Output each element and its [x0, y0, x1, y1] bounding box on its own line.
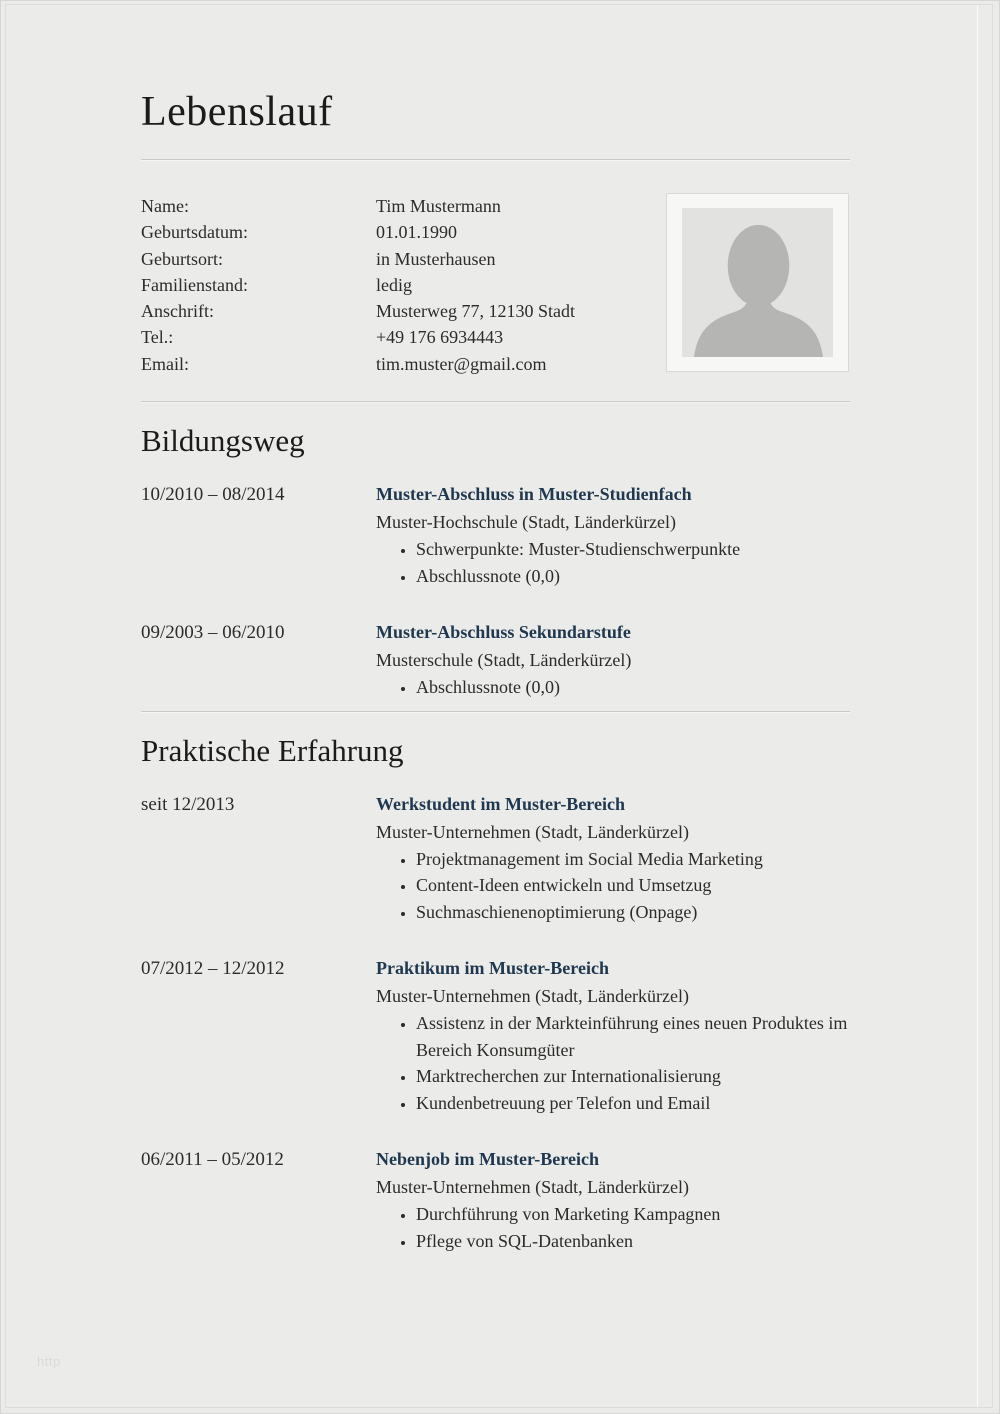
experience-entry: [141, 955, 850, 1116]
bullet-item: • Projektmanagement im Social Media Marketing: [416, 846, 850, 873]
section-education: [141, 422, 850, 701]
entry-subtitle: Muster-Hochschule (Stadt, Länderkürzel): [376, 512, 677, 533]
experience-entry: [141, 791, 850, 926]
personal-value-marital-status: ledig: [376, 274, 412, 295]
section-heading-experience: Praktische Erfahrung: [141, 732, 404, 768]
bullet-item: • Durchführung von Marketing Kampagnen: [416, 1201, 850, 1228]
education-entry: [141, 481, 850, 589]
bullet-item: • Schwerpunkte: Muster-Studienschwerpunkte: [416, 536, 850, 563]
personal-label: Geburtsdatum:: [141, 222, 248, 243]
bullet-item: • Marktrecherchen zur Internationalisierung: [416, 1063, 850, 1090]
entry-title: Werkstudent im Muster-Bereich: [376, 793, 625, 814]
personal-value-birthplace: in Musterhausen: [376, 248, 496, 269]
bullet-item: • Abschlussnote (0,0): [416, 563, 850, 590]
bullet-item: • Abschlussnote (0,0): [416, 674, 850, 701]
photo-placeholder: [666, 193, 849, 372]
education-entry: [141, 619, 850, 701]
personal-value-name: Tim Mustermann: [376, 196, 501, 216]
entry-date: 06/2011 – 05/2012: [141, 1149, 284, 1171]
bullet-item: • Kundenbetreuung per Telefon und Email: [416, 1090, 850, 1117]
entry-bullets: [376, 536, 850, 589]
personal-value-email: tim.muster@gmail.com: [376, 353, 547, 374]
entry-subtitle: Muster-Unternehmen (Stadt, Länderkürzel): [376, 1177, 690, 1198]
entry-bullets: [376, 1010, 850, 1116]
entry-bullets: [376, 846, 850, 926]
personal-label: Email:: [141, 353, 189, 374]
person-silhouette-icon: [682, 208, 833, 357]
entry-date: 07/2012 – 12/2012: [141, 958, 285, 980]
section-divider: [141, 711, 850, 713]
personal-label: Geburtsort:: [141, 248, 223, 269]
personal-value-phone: +49 176 6934443: [376, 327, 504, 348]
entry-title: Muster-Abschluss Sekundarstufe: [376, 622, 631, 643]
entry-subtitle: Muster-Unternehmen (Stadt, Länderkürzel): [376, 821, 690, 842]
entry-bullets: [376, 674, 850, 701]
resume-content: [1, 1, 850, 1254]
personal-label: Name:: [141, 196, 189, 216]
entry-subtitle: Musterschule (Stadt, Länderkürzel): [376, 650, 632, 671]
page-title: Lebenslauf: [141, 89, 333, 135]
experience-entry: [141, 1146, 850, 1254]
bullet-item: • Suchmaschienenoptimierung (Onpage): [416, 899, 850, 926]
title-divider: [141, 159, 850, 161]
section-divider: [141, 401, 850, 403]
personal-label: Tel.:: [141, 327, 174, 348]
entry-title: Praktikum im Muster-Bereich: [376, 958, 609, 979]
personal-label: Anschrift:: [141, 301, 214, 322]
entry-date: 10/2010 – 08/2014: [141, 484, 285, 506]
entry-date: 09/2003 – 06/2010: [141, 622, 285, 644]
section-heading-education: Bildungsweg: [141, 423, 305, 459]
personal-value-address: Musterweg 77, 12130 Stadt: [376, 301, 575, 322]
entry-subtitle: Muster-Unternehmen (Stadt, Länderkürzel): [376, 986, 690, 1007]
entry-date: seit 12/2013: [141, 793, 235, 815]
bullet-item: • Pflege von SQL-Datenbanken: [416, 1228, 850, 1255]
photo-inner-area: [682, 208, 833, 357]
personal-value-birthdate: 01.01.1990: [376, 222, 457, 243]
entry-bullets: [376, 1201, 850, 1254]
watermark-text: http: [37, 1354, 61, 1369]
bullet-item: • Content-Ideen entwickeln und Umsetzug: [416, 872, 850, 899]
bullet-item: • Assistenz in der Markteinführung eines neuen Produktes im Bereich Konsumgüter: [416, 1010, 850, 1063]
entry-title: Nebenjob im Muster-Bereich: [376, 1149, 599, 1170]
section-experience: [141, 732, 850, 1255]
personal-label: Familienstand:: [141, 274, 248, 295]
entry-title: Muster-Abschluss in Muster-Studienfach: [376, 484, 692, 505]
